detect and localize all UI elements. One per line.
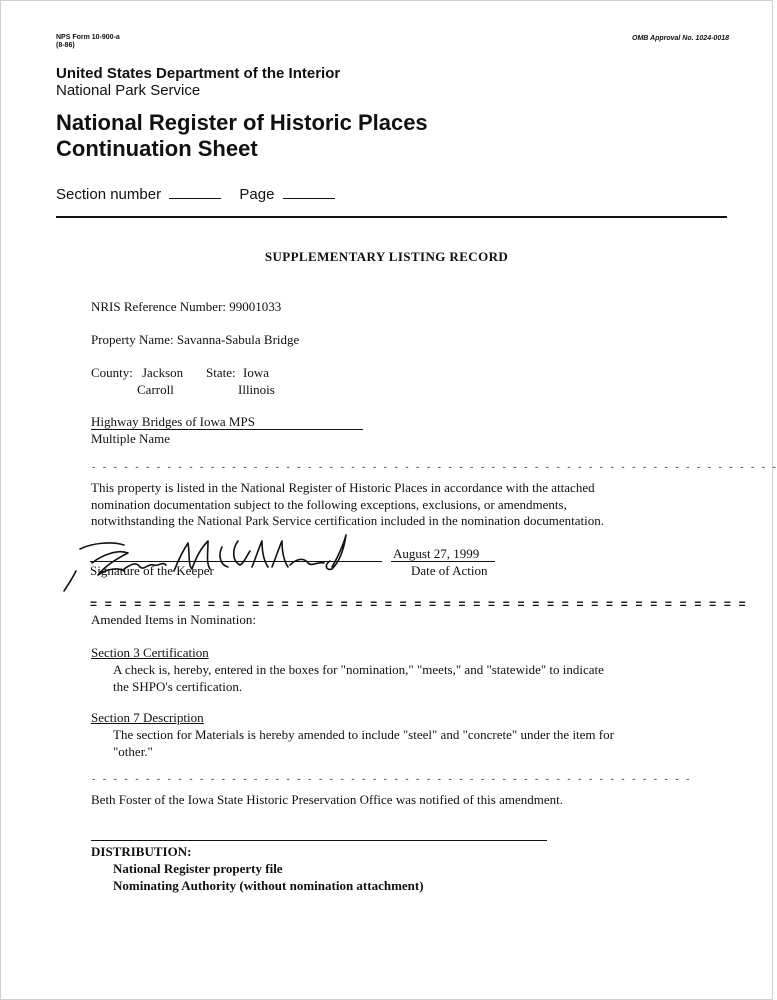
state-value-2: Illinois — [238, 382, 275, 397]
keeper-signature — [62, 527, 362, 597]
dashed-separator-1: - - - - - - - - - - - - - - - - - - - - - - - - - - - - - - - - - - - - - - - - - - - - - - - - - - - - - - - - - - - - - - - - — [91, 463, 777, 473]
department-name: United States Department of the Interior — [56, 65, 341, 82]
distribution-item: Nominating Authority (without nomination attachment) — [113, 878, 424, 893]
signature-line — [90, 561, 382, 562]
distribution-item: National Register property file — [113, 861, 283, 876]
signature-label: Signature of the Keeper — [90, 563, 214, 578]
section-page-line — [56, 186, 335, 203]
section-number-blank — [169, 198, 221, 199]
page-title: National Register of Historic Places — [56, 110, 428, 135]
section-number-label: Section number — [56, 186, 162, 203]
multiple-name-label: Multiple Name — [91, 431, 171, 446]
nris-reference: NRIS Reference Number: 99001033 — [91, 299, 282, 314]
double-separator: = = = = = = = = = = = = = = = = = = = = = = = = = = = = = = = = = = = = = = = = = = = = = — [90, 597, 748, 611]
county-value-2: Carroll — [137, 382, 174, 397]
date-of-action-value: August 27, 1999 — [393, 546, 480, 561]
county-value-1: Jackson — [142, 365, 184, 380]
amended-heading: Amended Items in Nomination: — [91, 612, 257, 627]
section7-title: Section 7 Description — [91, 710, 204, 725]
multiple-name-line — [91, 429, 363, 430]
state-value-1: Iowa — [243, 365, 269, 380]
form-number: NPS Form 10-900-a (8-86) — [56, 34, 120, 49]
record-heading: SUPPLEMENTARY LISTING RECORD — [264, 249, 509, 264]
county-label: County: — [91, 365, 133, 380]
state-label: State: — [206, 365, 236, 380]
multiple-name-value: Highway Bridges of Iowa MPS — [91, 414, 255, 429]
section3-text: A check is, hereby, entered in the boxes for "nomination," "meets," and "statewide" to indicate the SHPO's certification. — [113, 662, 604, 694]
page-number-blank — [283, 198, 335, 199]
notification-statement: Beth Foster of the Iowa State Historic Preservation Office was notified of this amendment. — [91, 792, 563, 807]
distribution-rule — [91, 840, 547, 841]
distribution-heading: DISTRIBUTION: — [91, 844, 192, 859]
property-name: Property Name: Savanna-Sabula Bridge — [91, 332, 300, 347]
page-label: Page — [239, 186, 275, 203]
date-line — [391, 561, 495, 562]
page-subtitle: Continuation Sheet — [56, 136, 258, 161]
omb-approval: OMB Approval No. 1024-0018 — [632, 35, 729, 42]
header-rule — [56, 216, 727, 218]
date-of-action-label: Date of Action — [411, 563, 488, 578]
listing-statement: This property is listed in the National Register of Historic Places in accordance with the attached nomination documentation subject to the following exceptions, exclusions, or amendments, notwithstanding the National Park Service certification included in the nomination documentation. — [91, 480, 605, 528]
section3-title: Section 3 Certification — [91, 645, 209, 660]
dashed-separator-2: - - - - - - - - - - - - - - - - - - - - - - - - - - - - - - - - - - - - - - - - - - - - - - - - - - - - - - - - — [91, 775, 691, 785]
service-name: National Park Service — [56, 82, 201, 99]
section7-text: The section for Materials is hereby amended to include "steel" and "concrete" under the item for "other." — [113, 727, 614, 759]
